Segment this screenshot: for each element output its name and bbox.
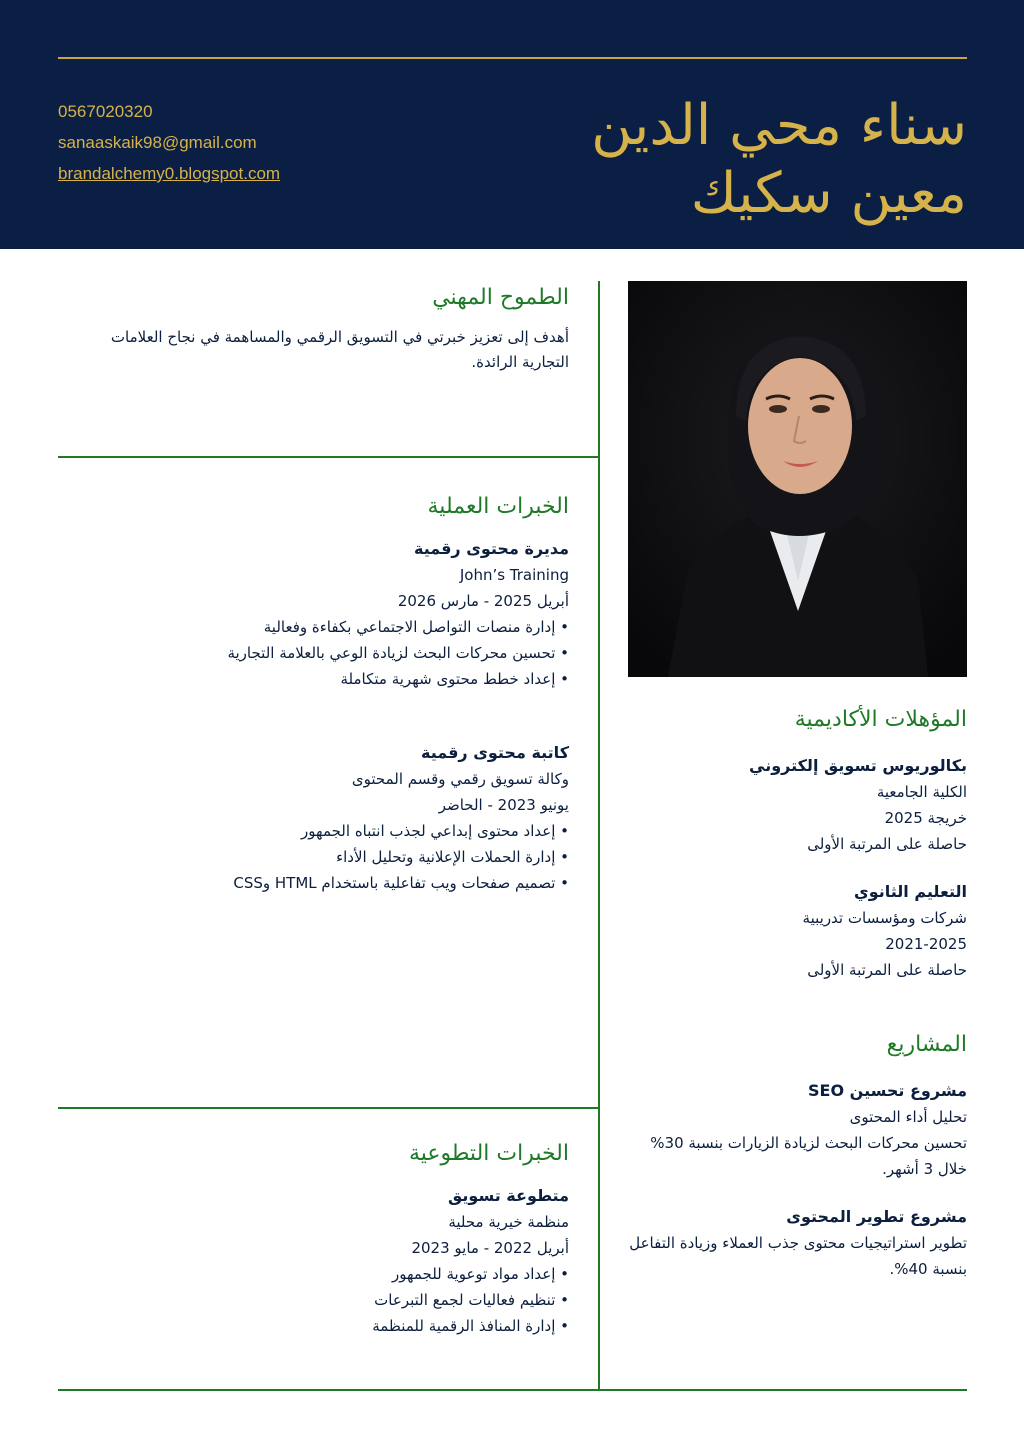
name-line-2: معين سكيك (690, 161, 967, 226)
volunteer-dates: أبريل 2022 - مايو 2023 (411, 1239, 569, 1257)
education-note: حاصلة على المرتبة الأولى (807, 835, 967, 853)
job-role: كاتبة محتوى رقمية (420, 743, 569, 762)
duty-item: • إعداد محتوى إبداعي لجذب انتباه الجمهور (90, 818, 569, 844)
volunteer-section (90, 1139, 569, 1339)
projects-section (628, 1030, 967, 1282)
job-org: John’s Training (459, 566, 569, 584)
job-dates: أبريل 2025 - مارس 2026 (397, 592, 569, 610)
job-duties (90, 818, 569, 896)
section-divider (58, 456, 599, 458)
volunteer-duties (90, 1261, 569, 1339)
column-divider (598, 281, 600, 1390)
project-line: تحسين محركات البحث لزيادة الزيارات بنسبة 30% خلال 3 أشهر. (650, 1134, 967, 1178)
project-line: تطوير استراتيجيات محتوى جذب العملاء وزيادة التفاعل بنسبة 40%. (629, 1234, 967, 1278)
header-divider (58, 57, 967, 59)
projects-title: المشاريع (886, 1032, 967, 1057)
contact-info (58, 96, 280, 189)
phone-number: 0567020320 (58, 102, 153, 121)
job-duties (90, 614, 569, 692)
duty-item: • تصميم صفحات ويب تفاعلية باستخدام HTML وCSS (90, 870, 569, 896)
objective-text: أهدف إلى تعزيز خبرتي في التسويق الرقمي والمساهمة في نجاح العلامات التجارية الرائدة. (110, 328, 569, 371)
duty-item: • تحسين محركات البحث لزيادة الوعي بالعلامة التجارية (90, 640, 569, 666)
experience-title: الخبرات العملية (427, 494, 569, 519)
volunteer-title: الخبرات التطوعية (408, 1141, 569, 1166)
project-name: مشروع تحسين SEO (808, 1081, 967, 1100)
duty-item: • إعداد خطط محتوى شهرية متكاملة (90, 666, 569, 692)
education-place: الكلية الجامعية (876, 783, 967, 801)
education-entry (628, 879, 967, 983)
experience-section (90, 492, 569, 896)
name-line-1: سناء محي الدين (591, 93, 967, 158)
education-section (628, 705, 967, 983)
job-entry (90, 536, 569, 692)
project-line: تحليل أداء المحتوى (849, 1108, 967, 1126)
volunteer-entry (90, 1183, 569, 1339)
education-title: المؤهلات الأكاديمية (794, 707, 967, 732)
project-name: مشروع تطوير المحتوى (786, 1207, 967, 1226)
duty-item: • إدارة المنافذ الرقمية للمنظمة (90, 1313, 569, 1339)
duty-item: • إدارة منصات التواصل الاجتماعي بكفاءة وفعالية (90, 614, 569, 640)
education-place: شركات ومؤسسات تدريبية (802, 909, 967, 927)
education-entry (628, 753, 967, 857)
job-entry (90, 740, 569, 896)
education-degree: بكالوريوس تسويق إلكتروني (749, 756, 967, 775)
job-org: وكالة تسويق رقمي وقسم المحتوى (351, 770, 569, 788)
job-role: مديرة محتوى رقمية (413, 539, 569, 558)
volunteer-role: متطوعة تسويق (447, 1186, 569, 1205)
bottom-divider (58, 1389, 967, 1391)
full-name (467, 92, 967, 228)
duty-item: • تنظيم فعاليات لجمع التبرعات (90, 1287, 569, 1313)
header-banner (0, 0, 1024, 249)
project-entry (628, 1204, 967, 1282)
portrait-illustration (628, 281, 967, 677)
profile-photo (628, 281, 967, 677)
education-degree: التعليم الثانوي (854, 882, 967, 901)
objective-section (90, 283, 569, 375)
project-entry (628, 1078, 967, 1182)
duty-item: • إعداد مواد توعوية للجمهور (90, 1261, 569, 1287)
duty-item: • إدارة الحملات الإعلانية وتحليل الأداء (90, 844, 569, 870)
education-date: 2021-2025 (885, 935, 967, 953)
section-divider (58, 1107, 599, 1109)
education-note: حاصلة على المرتبة الأولى (807, 961, 967, 979)
education-date: خريجة 2025 (884, 809, 967, 827)
job-dates: يونيو 2023 - الحاضر (438, 796, 569, 814)
website-link[interactable]: brandalchemy0.blogspot.com (58, 164, 281, 183)
volunteer-org: منظمة خيرية محلية (448, 1213, 569, 1231)
email-address: sanaaskaik98@gmail.com (58, 133, 257, 152)
objective-title: الطموح المهني (432, 285, 569, 310)
